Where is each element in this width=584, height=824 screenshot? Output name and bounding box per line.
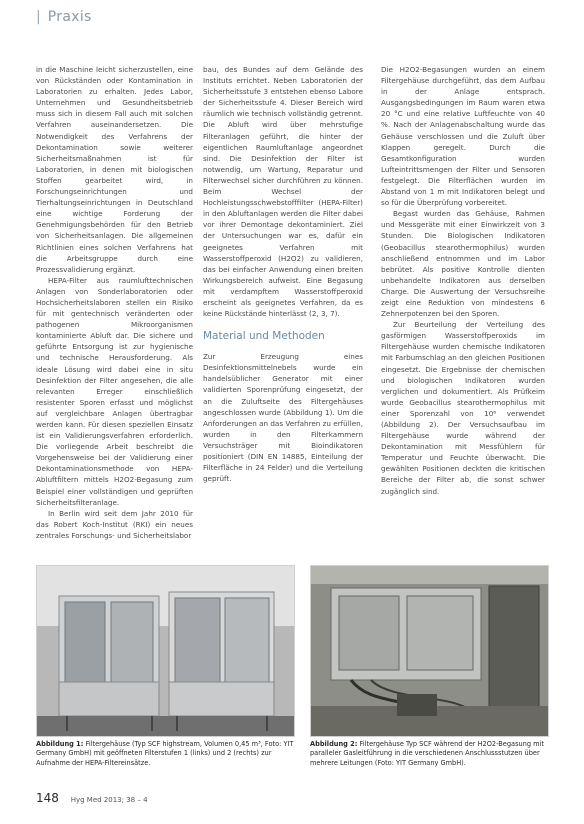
paragraph: in die Maschine leicht sicherzustellen, eine von Rückständen oder Kontamination in Laboratorien zu erhalten. Jedes Labor, Unternehmen und Gesundheitsbetrieb muss sich in diesem Fall auch mit solchen Verfahren auseinandersetzen. Die Notwendigkeit des Verfahrens der Dekontamination sowie weiterer Sicherheitsmaßnahmen ist für Laboratorien, in denen mit biologischen Stoffen gearbeitet wird, in Forschungseinrichtungen und Tierhaltungseinrichtungen in Deutschland eine wichtige Forderung der Genehmigungsbehörden für den Betrieb von Sicherheitsanlagen. Die allgemeinen Richtlinien eines solchen Verfahrens hat die Arbeitsgruppe durch eine Prozessvalidierung ergänzt.	[36, 65, 193, 274]
page-footer	[36, 791, 148, 805]
journal-citation: Hyg Med 2013; 38 – 4	[70, 796, 148, 804]
column-1	[36, 64, 193, 541]
paragraph: Die H2O2-Begasungen wurden an einem Filtergehäuse durchgeführt, das dem Aufbau in der Anlage entsprach. Ausgangsbedingungen im Raum waren etwa 20 °C und eine relative Luftfeuchte von 40 %. Nach der Anlagenabschaltung wurde das Gehäuse verschlossen und die Zuluft über Klappen geregelt. Durch die Gesamtkonfiguration wurden Lufteintrittsmengen der Filter und Sensoren festgelegt. Die Filterflächen wurden im Abstand von 1 m mit Indikatoren belegt und so für die Überprüfung vorbereitet.	[381, 65, 545, 208]
figure-2-caption	[310, 740, 550, 768]
paragraph: In Berlin wird seit dem Jahr 2010 für das Robert Koch-Institut (RKI) ein neues zentrales Forschungs- und Sicherheitslabor	[36, 508, 193, 540]
figure-2-photo	[310, 565, 549, 737]
paragraph: Begast wurden das Gehäuse, Rahmen und Messgeräte mit einer Einwirkzeit von 3 Stunden. Die Biologischen Indikatoren (Geobacillus stearothermophilus) wurden anschließend entnommen und im Labor bebrütet. Als positive Kontrolle dienten unbehandelte Indikatoren aus derselben Charge. Die Auswertung der Versuchsreihe zeigt eine Reduktion von mindestens 6 Zehnerpotenzen bei den Sporen.	[381, 209, 545, 319]
header-bar: |	[36, 9, 42, 25]
figure-1-caption	[36, 740, 294, 768]
filter-housing-photo	[37, 566, 294, 736]
section-header	[36, 9, 92, 25]
column-2	[203, 64, 363, 484]
fumigation-setup-photo	[311, 566, 548, 736]
section-heading: Material und Methoden	[203, 330, 325, 343]
figure-1-caption-text: Filtergehäuse (Typ SCF highstream, Volumen 0,45 m³, Foto: YIT Germany GmbH) mit geöffneten Filterstufen 1 (links) und 2 (rechts) zur Aufnahme der HEPA-Filtereinsätze.	[36, 740, 294, 767]
section-title: Praxis	[47, 9, 92, 25]
paragraph: Zur Beurteilung der Verteilung des gasförmigen Wasserstoffperoxids im Filtergehäuse wurden chemische Indikatoren mit Farbumschlag an den gleichen Positionen eingesetzt. Die Ergebnisse der chemischen und biologischen Indikatoren wurden verglichen und dokumentiert. Als Prüfkeim wurde Geobacillus stearothermophilus mit einer Sporenzahl von 10⁶ verwendet (Abbildung 2). Der Versuchsaufbau im Filtergehäuse wurde während der Dekontamination mit Messfühlern für Temperatur und Feuchte überwacht. Die gewählten Positionen deckten die kritischen Bereiche der Filter ab, die sonst schwer zugänglich sind.	[381, 320, 545, 496]
figure-2-label: Abbildung 2:	[310, 740, 358, 748]
page-number: 148	[36, 791, 59, 805]
figure-2-caption-text: Filtergehäuse Typ SCF während der H2O2-Begasung mit paralleler Gasleitführung in die verschiedenen Anschlussstutzen über mehrere Leitungen (Foto: YIT Germany GmbH).	[310, 740, 544, 767]
paragraph: Zur Erzeugung eines Desinfektionsmittelnebels wurde ein handelsüblicher Generator mit einer validierten Sporenprüfung eingesetzt, der an die Zuluftseite des Filtergehäuses angeschlossen wurde (Abbildung 1). Um die Anforderungen an das Verfahren zu erfüllen, wurden in den Filterkammern Versuchsträger mit Bioindikatoren positioniert (DIN EN 14885, Einteilung der Filterfläche in 24 Felder) und die Verteilung geprüft.	[203, 352, 363, 484]
figure-1-label: Abbildung 1:	[36, 740, 84, 748]
figure-1-photo	[36, 565, 295, 737]
paragraph: HEPA-Filter aus raumlufttechnischen Anlagen von Sonderlaboratorien oder Hochsicherheitslaboren stellen ein Risiko für mit gentechnisch veränderten oder pathogenen Mikroorganismen kontaminierte Abluft dar. Die sichere und geführte Entsorgung ist zur hygienische und technische Herausforderung. Als ideale Lösung wird dabei eine in situ Desinfektion der Filter angesehen, die alle relevanten Erreger einschließlich resistenter Sporen erfasst und möglichst auf vergleichbare Anlagen übertragbar werden kann. Für diesen speziellen Einsatz ist ein Validierungsverfahren erforderlich. Die vorliegende Arbeit beschreibt die Vorgehensweise bei der Validierung einer Dekontaminationsmethode von HEPA-Abluftfiltern mittels H2O2-Begasung zum Beispiel einer vollständigen und geprüften Sicherheitsfilteranlage.	[36, 275, 193, 507]
column-3	[381, 64, 545, 497]
paragraph: bau, des Bundes auf dem Gelände des Instituts errichtet. Neben Laboratorien der Sicherheitsstufe 3 entstehen ebenso Labore der Sicherheitsstufe 4. Dieser Bereich wird räumlich wie technisch vollständig getrennt. Die Abluft wird über mehrstufige Filteranlagen geführt, die hinter der eigentlichen Raumluftanlage angeordnet sind. Die Desinfektion der Filter ist notwendig, um Wartung, Reparatur und Filterwechsel sicher durchführen zu können. Beim Wechsel der Hochleistungsschwebstofffilter (HEPA-Filter) in den Abluftanlagen werden die Filter dabei vor ihrer Demontage dekontaminiert. Ziel der Untersuchungen war es, dafür ein geeignetes Verfahren mit Wasserstoffperoxid (H2O2) zu validieren, das bei einfacher Anwendung einen breiten Wirkungsbereich aufweist. Eine Begasung mit verdampftem Wasserstoffperoxid erscheint als geeignetes Verfahren, da es keine Rückstände hinterlässt (2, 3, 7).	[203, 65, 363, 319]
